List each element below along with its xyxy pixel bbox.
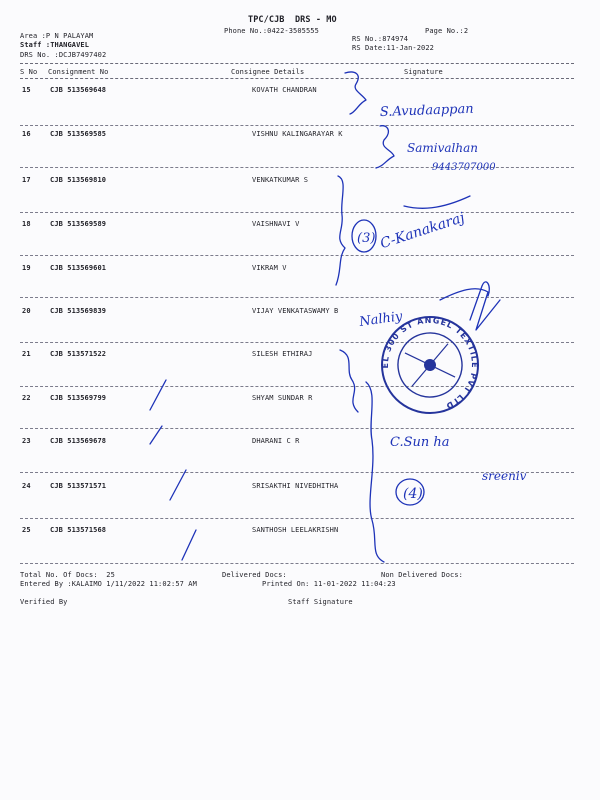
row-divider bbox=[20, 167, 574, 168]
check-mark bbox=[440, 289, 500, 330]
row-consignee: VENKATKUMAR S bbox=[252, 176, 309, 184]
page-number: Page No.:2 bbox=[425, 27, 469, 35]
row-consignment: CJB 513571568 bbox=[50, 526, 107, 534]
tick-mark bbox=[150, 380, 166, 410]
row-consignee: VAISHNAVI V bbox=[252, 220, 300, 228]
row-divider bbox=[20, 125, 574, 126]
row-sno: 21 bbox=[22, 350, 31, 358]
rs-date: RS Date:11-Jan-2022 bbox=[352, 44, 434, 52]
col-consignment: Consignment No bbox=[48, 68, 109, 76]
row-consignment: CJB 513569839 bbox=[50, 307, 107, 315]
row-consignment: CJB 513569601 bbox=[50, 264, 107, 272]
row-divider bbox=[20, 428, 574, 429]
col-consignee: Consignee Details bbox=[231, 68, 305, 76]
phone-number: Phone No.:0422-3505555 bbox=[224, 27, 319, 35]
col-sno: S No bbox=[20, 68, 38, 76]
report-title: TPC/CJB DRS - MO bbox=[248, 15, 337, 25]
row-sno: 23 bbox=[22, 437, 31, 445]
total-docs: Total No. Of Docs: 25 bbox=[20, 571, 115, 579]
svg-text:EL 300 ST ANGEL TEXTILE PVT LT bbox=[372, 307, 488, 423]
signature-row18: C-Kanakaraj bbox=[378, 209, 467, 253]
row-divider bbox=[20, 255, 574, 256]
signature-swash bbox=[404, 196, 470, 208]
row-sno: 20 bbox=[22, 307, 31, 315]
mark-row18: (3) bbox=[357, 231, 376, 246]
row-sno: 24 bbox=[22, 482, 31, 490]
stamp-text: EL 300 ST ANGEL TEXTILE PVT LTD bbox=[380, 315, 480, 411]
row-divider bbox=[20, 342, 574, 343]
row-consignee: VIKRAM V bbox=[252, 264, 287, 272]
row-sno: 15 bbox=[22, 86, 31, 94]
row-consignment: CJB 513569589 bbox=[50, 220, 107, 228]
mark-row24: (4) bbox=[403, 486, 423, 502]
row-sno: 16 bbox=[22, 130, 31, 138]
tick-mark bbox=[182, 530, 196, 560]
column-header-divider bbox=[20, 78, 574, 79]
row-consignee: SANTHOSH LEELAKRISHN bbox=[252, 526, 339, 534]
phone-handwritten-row16: 9443707000 bbox=[432, 162, 496, 173]
row-consignee: SILESH ETHIRAJ bbox=[252, 350, 313, 358]
row-consignee: SRISAKTHI NIVEDHITHA bbox=[252, 482, 339, 490]
drs-number: DRS No. :DCJB7497402 bbox=[20, 51, 107, 59]
rs-number: RS No.:874974 bbox=[352, 35, 409, 43]
row-consignment: CJB 513571571 bbox=[50, 482, 107, 490]
row-sno: 17 bbox=[22, 176, 31, 184]
row-consignee: VIJAY VENKATASWAMY B bbox=[252, 307, 339, 315]
signature-row15: S.Avudaappan bbox=[379, 101, 474, 120]
row-consignee: SHYAM SUNDAR R bbox=[252, 394, 313, 402]
row-consignment: CJB 513571522 bbox=[50, 350, 107, 358]
non-delivered-docs: Non Delivered Docs: bbox=[381, 571, 463, 579]
signature-row16: Samivalhan bbox=[407, 141, 478, 155]
circle-mark bbox=[396, 479, 424, 505]
row-consignment: CJB 513569799 bbox=[50, 394, 107, 402]
row-consignment: CJB 513569648 bbox=[50, 86, 107, 94]
row-consignee: DHARANI C R bbox=[252, 437, 300, 445]
row-sno: 22 bbox=[22, 394, 31, 402]
row-divider bbox=[20, 472, 574, 473]
signature-row23: C.Sun ha bbox=[390, 435, 450, 450]
col-signature: Signature bbox=[404, 68, 443, 76]
signature-row24: sreeniv bbox=[482, 469, 527, 483]
row-sno: 25 bbox=[22, 526, 31, 534]
printed-on: Printed On: 11-01-2022 11:04:23 bbox=[262, 580, 396, 588]
check-mark bbox=[470, 282, 489, 320]
bracket-mark bbox=[336, 176, 345, 285]
delivered-docs: Delivered Docs: bbox=[222, 571, 287, 579]
bracket-mark bbox=[376, 126, 394, 168]
staff-label: Staff :THANGAVEL bbox=[20, 41, 90, 49]
row-divider bbox=[20, 297, 574, 298]
row-consignment: CJB 513569678 bbox=[50, 437, 107, 445]
row-consignee: VISHNU KALINGARAYAR K bbox=[252, 130, 343, 138]
row-consignee: KOVATH CHANDRAN bbox=[252, 86, 317, 94]
row-divider bbox=[20, 563, 574, 564]
signature-row20: Nalhiy bbox=[358, 309, 404, 330]
company-stamp bbox=[372, 307, 488, 423]
tick-mark bbox=[170, 470, 186, 500]
row-divider bbox=[20, 212, 574, 213]
row-sno: 18 bbox=[22, 220, 31, 228]
area-label: Area :P N PALAYAM bbox=[20, 32, 94, 40]
row-divider bbox=[20, 386, 574, 387]
circle-mark bbox=[352, 220, 376, 252]
bracket-mark bbox=[340, 350, 358, 412]
row-consignment: CJB 513569810 bbox=[50, 176, 107, 184]
row-sno: 19 bbox=[22, 264, 31, 272]
verified-by: Verified By bbox=[20, 598, 68, 606]
staff-signature-label: Staff Signature bbox=[288, 598, 353, 606]
row-divider bbox=[20, 518, 574, 519]
header-divider bbox=[20, 63, 574, 64]
entered-by: Entered By :KALAIMO 1/11/2022 11:02:57 AM bbox=[20, 580, 197, 588]
row-consignment: CJB 513569585 bbox=[50, 130, 107, 138]
